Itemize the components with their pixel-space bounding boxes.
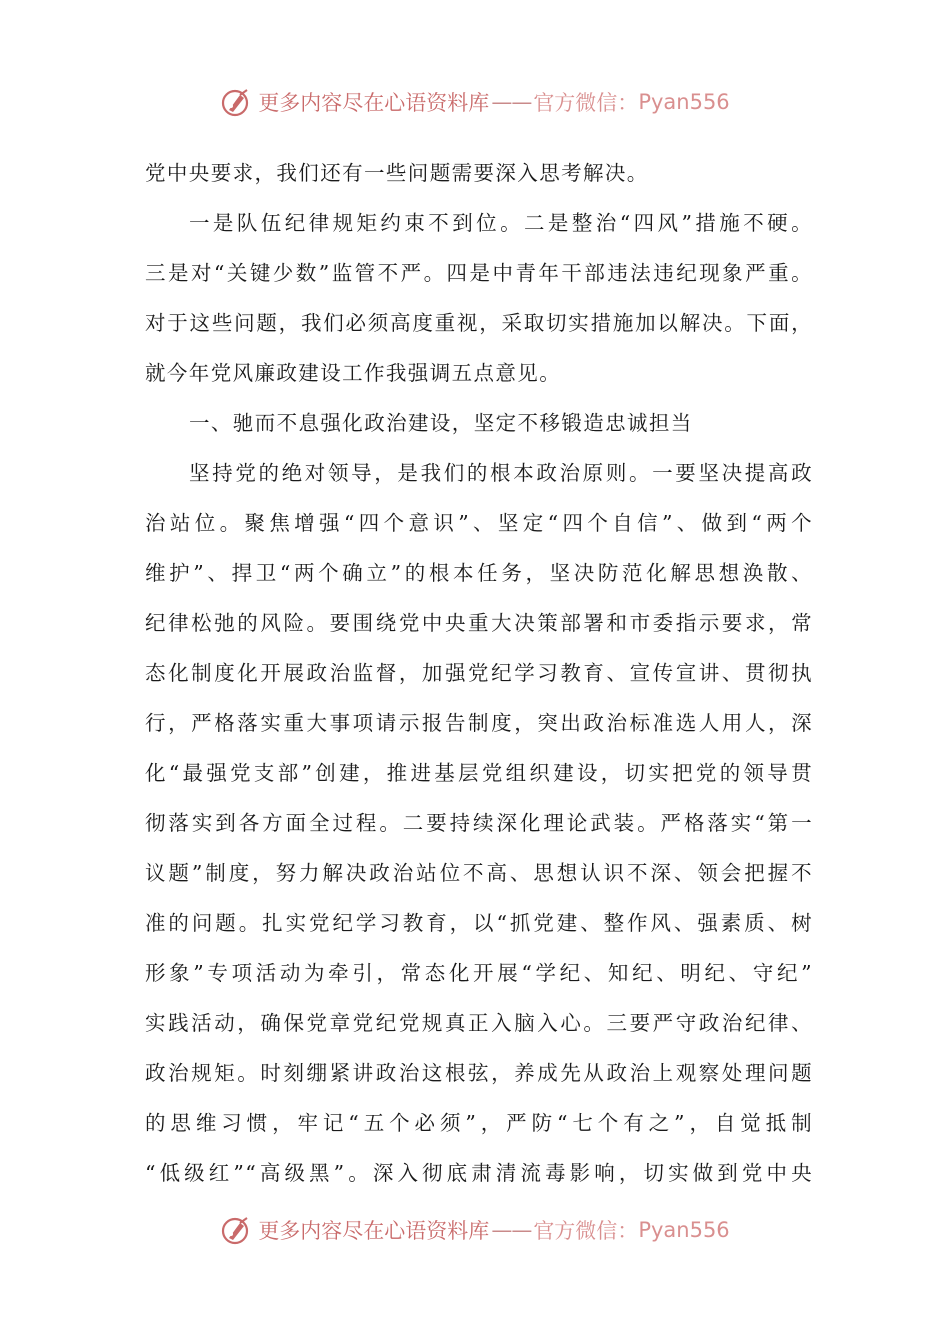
body-line: 态化制度化开展政治监督，加强党纪学习教育、宣传宣讲、贯彻执 <box>145 661 813 685</box>
banner-brand-text: 更多内容尽在心语资料库 <box>258 91 490 115</box>
body-line: 坚持党的绝对领导，是我们的根本政治原则。一要坚决提高政 <box>189 461 813 485</box>
body-line: “低级红”“高级黑”。深入彻底肃清流毒影响，切实做到党中央 <box>145 1161 813 1185</box>
body-line: 一是队伍纪律规矩约束不到位。二是整治“四风”措施不硬。 <box>189 211 813 235</box>
body-line: 维护”、捍卫“两个确立”的根本任务，坚决防范化解思想涣散、 <box>145 561 813 585</box>
body-line: 化“最强党支部”创建，推进基层党组织建设，切实把党的领导贯 <box>145 761 813 785</box>
header-watermark-banner <box>0 82 950 122</box>
banner-contact-label: 官方微信： <box>533 1219 639 1243</box>
banner-contact-label: 官方微信： <box>533 91 639 115</box>
body-line: 准的问题。扎实党纪学习教育，以“抓党建、整作风、强素质、树 <box>145 911 813 935</box>
body-line: 对于这些问题，我们必须高度重视，采取切实措施加以解决。下面， <box>145 311 813 335</box>
banner-brand-text: 更多内容尽在心语资料库 <box>258 1219 490 1243</box>
pen-logo-icon <box>220 1214 252 1246</box>
footer-watermark-banner <box>0 1210 950 1250</box>
banner-separator: —— <box>491 90 532 114</box>
body-line: 治站位。聚焦增强“四个意识”、坚定“四个自信”、做到“两个 <box>145 511 813 535</box>
banner-contact-id: Pyan556 <box>638 1218 730 1242</box>
section-heading: 一、驰而不息强化政治建设，坚定不移锻造忠诚担当 <box>189 411 693 435</box>
body-line: 就今年党风廉政建设工作我强调五点意见。 <box>145 361 562 385</box>
banner-contact-id: Pyan556 <box>638 90 730 114</box>
body-line: 实践活动，确保党章党纪党规真正入脑入心。三要严守政治纪律、 <box>145 1011 813 1035</box>
body-line: 党中央要求，我们还有一些问题需要深入思考解决。 <box>145 161 649 185</box>
document-body <box>145 148 813 1198</box>
body-line: 彻落实到各方面全过程。二要持续深化理论武装。严格落实“第一 <box>145 811 813 835</box>
banner-separator: —— <box>491 1218 532 1242</box>
body-line: 议题”制度，努力解决政治站位不高、思想认识不深、领会把握不 <box>145 861 813 885</box>
body-line: 纪律松弛的风险。要围绕党中央重大决策部署和市委指示要求，常 <box>145 611 813 635</box>
pen-logo-icon <box>220 86 252 118</box>
body-line: 三是对“关键少数”监管不严。四是中青年干部违法违纪现象严重。 <box>145 261 813 285</box>
body-line: 政治规矩。时刻绷紧讲政治这根弦，养成先从政治上观察处理问题 <box>145 1061 813 1085</box>
body-line: 行，严格落实重大事项请示报告制度，突出政治标准选人用人，深 <box>145 711 813 735</box>
body-line: 形象”专项活动为牵引，常态化开展“学纪、知纪、明纪、守纪” <box>145 961 813 985</box>
body-line: 的思维习惯，牢记“五个必须”，严防“七个有之”，自觉抵制 <box>145 1111 813 1135</box>
